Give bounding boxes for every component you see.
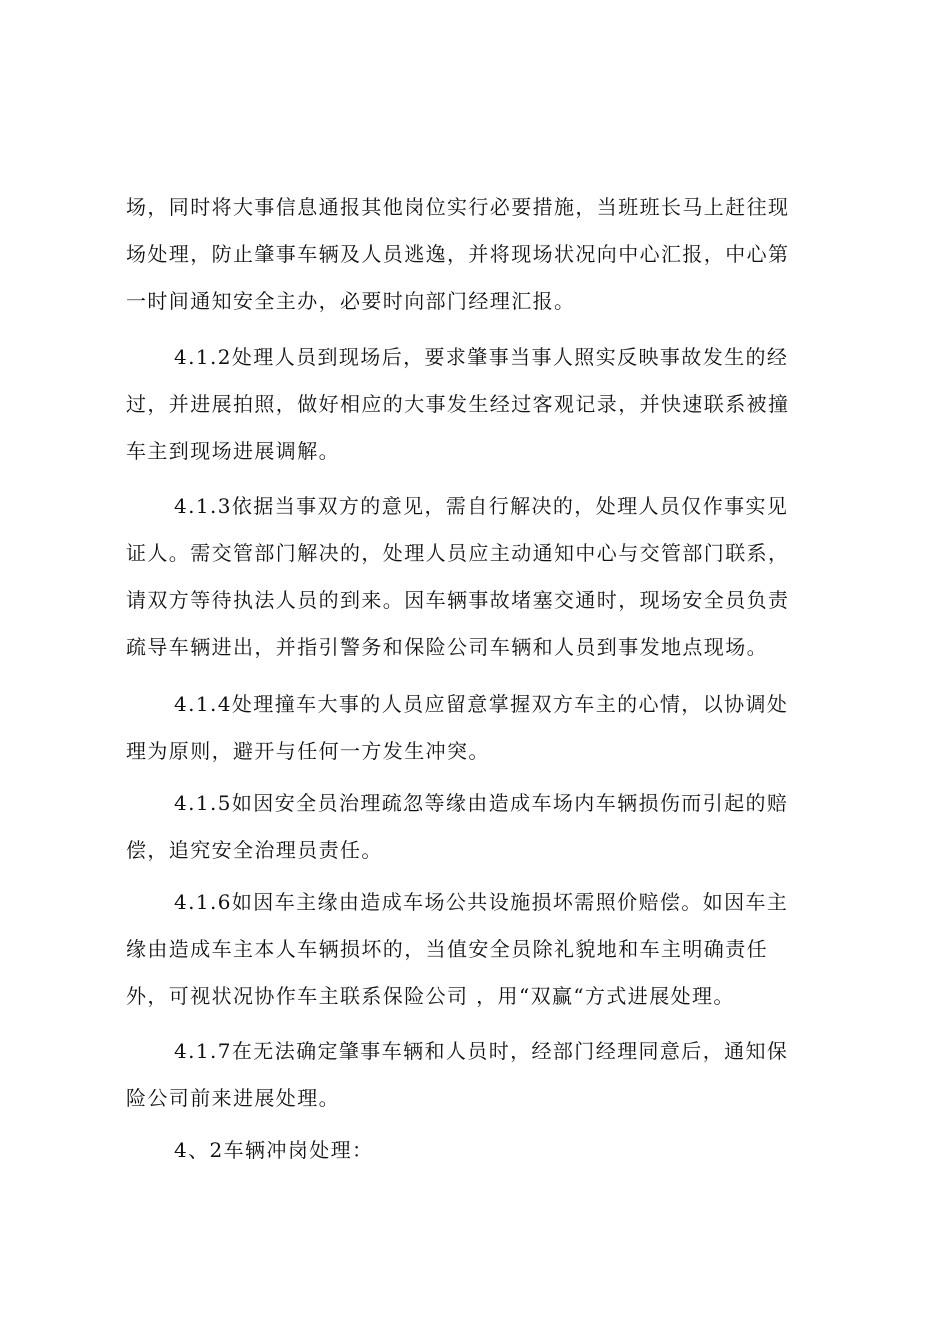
paragraph-4-1-2: [126, 334, 826, 475]
paragraph-4-1-3: [126, 483, 826, 671]
text-line: 外，可视状况协作车主联系保险公司 ，用“双赢“方式进展处理。: [126, 984, 735, 1008]
text-line: 4.1.6如因车主缘由造成车场公共设施损坏需照价赔偿。如因车主: [174, 890, 789, 914]
text-line: 理为原则，避开与任何一方发生冲突。: [126, 739, 490, 763]
paragraph-4-1-6: [126, 879, 826, 1020]
text-line: 证人。需交管部门解决的，处理人员应主动通知中心与交管部门联系，: [126, 541, 790, 565]
text-line: 场，同时将大事信息通报其他岗位实行必要措施，当班班长马上赶往现: [126, 195, 790, 219]
text-line: 4.1.7在无法确定肇事车辆和人员时，经部门经理同意后，通知保: [174, 1039, 789, 1063]
paragraph-4-1-5: [126, 780, 826, 874]
text-line: 车主到现场进展调解。: [126, 439, 340, 463]
text-line: 4.1.3依据当事双方的意见，需自行解决的，处理人员仅作事实见: [174, 494, 789, 518]
text-line: 4、2车辆冲岗处理：: [174, 1138, 374, 1162]
text-line: 过，并进展拍照，做好相应的大事发生经过客观记录，并快速联系被撞: [126, 392, 790, 416]
paragraph-4-1-4: [126, 681, 826, 775]
text-line: 场处理，防止肇事车辆及人员逃逸，并将现场状况向中心汇报，中心第: [126, 242, 790, 266]
text-line: 险公司前来进展处理。: [126, 1086, 340, 1110]
section-heading-4-2: [126, 1127, 826, 1174]
text-line: 偿，追究安全治理员责任。: [126, 838, 383, 862]
text-line: 一时间通知安全主办，必要时向部门经理汇报。: [126, 289, 576, 313]
text-line: 疏导车辆进出，并指引警务和保险公司车辆和人员到事发地点现场。: [126, 635, 768, 659]
paragraph-continuation: [126, 184, 826, 325]
text-line: 4.1.4处理撞车大事的人员应留意掌握双方车主的心情，以协调处: [174, 692, 789, 716]
text-line: 缘由造成车主本人车辆损坏的，当值安全员除礼貌地和车主明确责任: [126, 937, 768, 961]
paragraph-4-1-7: [126, 1028, 826, 1122]
text-line: 请双方等待执法人员的到来。因车辆事故堵塞交通时，现场安全员负责: [126, 588, 790, 612]
text-line: 4.1.5如因安全员治理疏忽等缘由造成车场内车辆损伤而引起的赔: [174, 791, 789, 815]
text-line: 4.1.2处理人员到现场后，要求肇事当事人照实反映事故发生的经: [174, 345, 789, 369]
